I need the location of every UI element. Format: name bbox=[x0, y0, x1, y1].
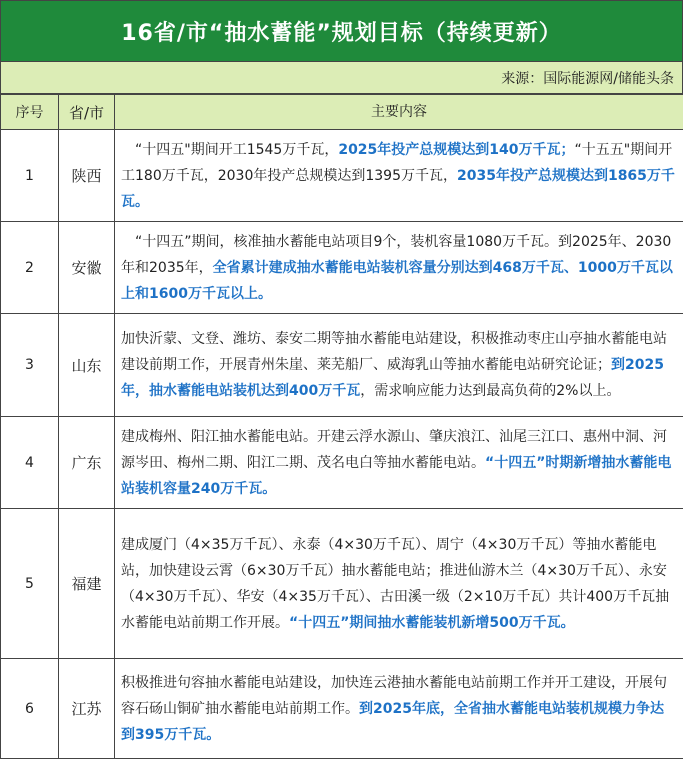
content-text: 加快沂蒙、文登、潍坊、泰安二期等抽水蓄能电站建设，积极推动枣庄山亭抽水蓄能电站建设前期工作，开展青州朱崖、莱芜船厂、威海乳山等抽水蓄能电站研究论证； bbox=[121, 331, 667, 373]
table-row bbox=[1, 659, 683, 759]
content-text: 建成厦门（4×35万千瓦）、永泰（4×30万千瓦）、周宁（4×30万千瓦）等抽水蓄能电站，加快建设云霄（6×30万千瓦）抽水蓄能电站；推进仙游木兰（4×30万千瓦）、永安（4×30万千瓦）、华安（4×35万千瓦）、古田溪一级（2×10万千瓦）共计400万千瓦抽水蓄能电站前期工作开展。 bbox=[121, 536, 670, 631]
row-province: 广东 bbox=[59, 417, 115, 509]
row-content bbox=[115, 130, 683, 222]
row-content bbox=[115, 417, 683, 509]
header-content: 主要内容 bbox=[115, 95, 683, 130]
row-province: 山东 bbox=[59, 314, 115, 417]
table-row bbox=[1, 509, 683, 659]
content-text: 积极推进句容抽水蓄能电站建设，加快连云港抽水蓄能电站前期工作并开工建设，开展句容石砀山铜矿抽水蓄能电站前期工作。 bbox=[121, 674, 667, 717]
row-no: 2 bbox=[1, 222, 59, 314]
row-no: 5 bbox=[1, 509, 59, 659]
row-no: 3 bbox=[1, 314, 59, 417]
planning-table bbox=[0, 94, 683, 759]
content-text: “十四五”期间，核准抽水蓄能电站项目9个，装机容量1080万千瓦。到2025年、2030年和2035年， bbox=[121, 233, 672, 276]
table-row bbox=[1, 314, 683, 417]
row-province: 福建 bbox=[59, 509, 115, 659]
content-text: “十五五"期间开工180万千瓦，2030年投产总规模达到1395万千瓦， bbox=[121, 141, 673, 184]
content-highlight: 到2025年底，全省抽水蓄能电站装机规模力争达到395万千瓦。 bbox=[121, 700, 664, 743]
content-text: ，需求响应能力达到最高负荷的2%以上。 bbox=[360, 383, 621, 399]
row-content bbox=[115, 314, 683, 417]
row-content bbox=[115, 509, 683, 659]
row-no: 4 bbox=[1, 417, 59, 509]
content-highlight: 2035年投产总规模达到1865万千瓦。 bbox=[121, 167, 675, 210]
row-province: 陕西 bbox=[59, 130, 115, 222]
header-no: 序号 bbox=[1, 95, 59, 130]
table-row bbox=[1, 417, 683, 509]
source-note: 来源：国际能源网/储能头条 bbox=[0, 62, 683, 94]
content-highlight: 2025年投产总规模达到140万千瓦； bbox=[338, 141, 575, 158]
row-content bbox=[115, 659, 683, 759]
row-no: 6 bbox=[1, 659, 59, 759]
header-province: 省/市 bbox=[59, 95, 115, 130]
row-no: 1 bbox=[1, 130, 59, 222]
content-highlight: “十四五”时期新增抽水蓄能电站装机容量240万千瓦。 bbox=[121, 454, 672, 497]
content-highlight: “十四五”期间抽水蓄能装机新增500万千瓦。 bbox=[289, 614, 575, 631]
row-province: 安徽 bbox=[59, 222, 115, 314]
content-highlight: 到2025年，抽水蓄能电站装机达到400万千瓦 bbox=[121, 357, 664, 399]
table-row bbox=[1, 222, 683, 314]
row-province: 江苏 bbox=[59, 659, 115, 759]
table-row bbox=[1, 130, 683, 222]
content-text: “十四五"期间开工1545万千瓦， bbox=[135, 141, 339, 158]
content-text: 建成梅州、阳江抽水蓄能电站。开建云浮水源山、肇庆浪江、汕尾三江口、惠州中洞、河源岑田、梅州二期、阳江二期、茂名电白等抽水蓄能电站。 bbox=[121, 428, 667, 471]
page-title: 16省/市“抽水蓄能”规划目标（持续更新） bbox=[0, 0, 683, 62]
row-content bbox=[115, 222, 683, 314]
content-highlight: 全省累计建成抽水蓄能电站装机容量分别达到468万千瓦、1000万千瓦以上和1600万千瓦以上。 bbox=[121, 259, 673, 302]
table-header-row bbox=[1, 95, 683, 130]
